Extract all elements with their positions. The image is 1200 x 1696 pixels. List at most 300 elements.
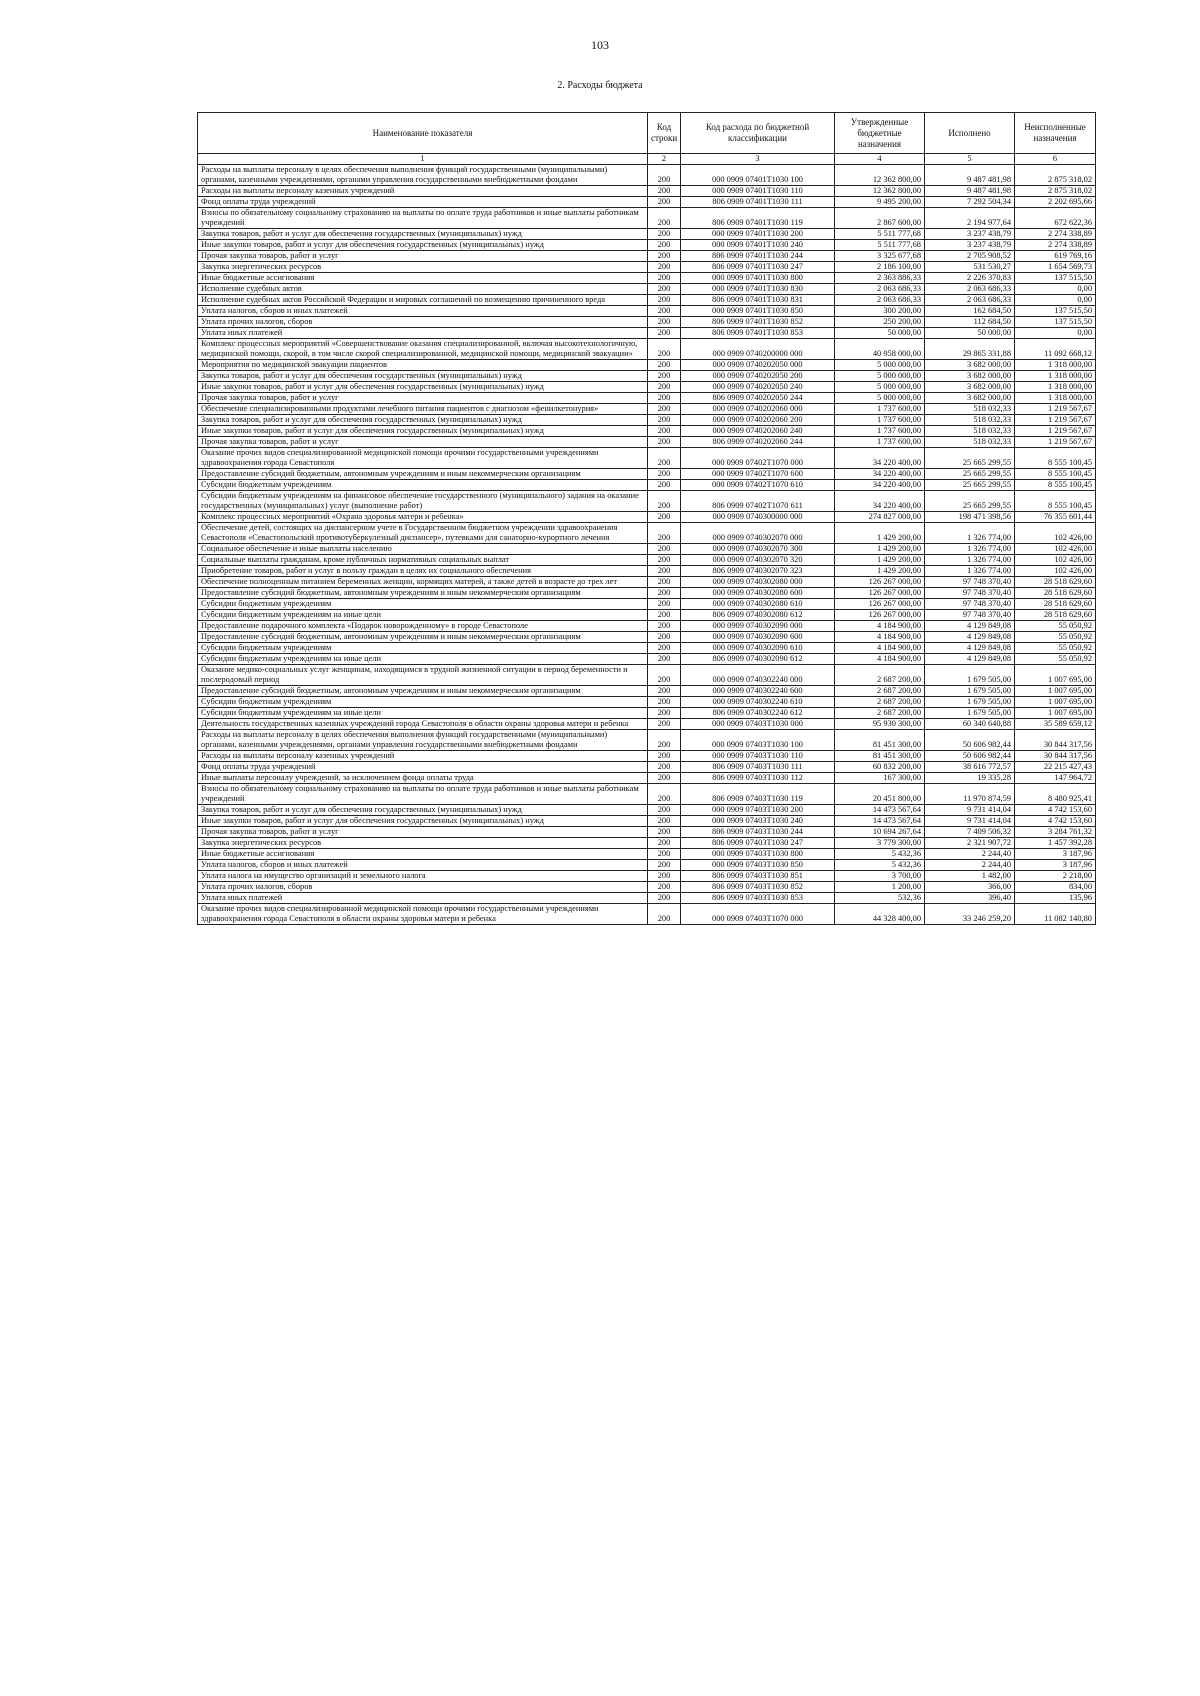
approved-amount-cell: 2 687 200,00 [835, 686, 925, 697]
indicator-name-cell: Социальное обеспечение и иные выплаты населению [198, 544, 648, 555]
indicator-name-cell: Иные бюджетные ассигнования [198, 849, 648, 860]
unexecuted-amount-cell: 1 219 567,67 [1015, 415, 1096, 426]
indicator-name-cell: Оказание медико-социальных услуг женщинам, находящимся в трудной жизненной ситуации в период беременности и послеродовый период [198, 665, 648, 686]
line-code-cell: 200 [648, 469, 681, 480]
indicator-name-cell: Субсидии бюджетным учреждениям на иные цели [198, 708, 648, 719]
unexecuted-amount-cell: 22 215 427,43 [1015, 762, 1096, 773]
executed-amount-cell: 9 731 414,04 [925, 805, 1015, 816]
indicator-name-cell: Уплата налогов, сборов и иных платежей [198, 860, 648, 871]
executed-amount-cell: 25 665 299,55 [925, 491, 1015, 512]
unexecuted-amount-cell: 1 007 695,00 [1015, 686, 1096, 697]
executed-amount-cell: 50 000,00 [925, 328, 1015, 339]
header-classification-code: Код расхода по бюджетной классификации [681, 113, 835, 154]
indicator-name-cell: Фонд оплаты труда учреждений [198, 197, 648, 208]
line-code-cell: 200 [648, 426, 681, 437]
classification-code-cell: 000 0909 07403Т1030 200 [681, 805, 835, 816]
table-row [198, 632, 1096, 643]
header-unexecuted: Неисполненные назначения [1015, 113, 1096, 154]
indicator-name-cell: Прочая закупка товаров, работ и услуг [198, 251, 648, 262]
unexecuted-amount-cell: 0,00 [1015, 284, 1096, 295]
unexecuted-amount-cell: 3 187,96 [1015, 860, 1096, 871]
line-code-cell: 200 [648, 382, 681, 393]
classification-code-cell: 000 0909 0740202050 240 [681, 382, 835, 393]
executed-amount-cell: 29 865 331,88 [925, 339, 1015, 360]
unexecuted-amount-cell: 0,00 [1015, 328, 1096, 339]
indicator-name-cell: Уплата иных платежей [198, 328, 648, 339]
indicator-name-cell: Оказание прочих видов специализированной медицинской помощи прочими государственными учреждениями здравоохранения города Севастополя в области охраны здоровья матери и ребенка [198, 904, 648, 925]
table-row [198, 512, 1096, 523]
table-row [198, 469, 1096, 480]
executed-amount-cell: 198 471 398,56 [925, 512, 1015, 523]
unexecuted-amount-cell: 28 518 629,60 [1015, 577, 1096, 588]
unexecuted-amount-cell: 30 844 317,56 [1015, 751, 1096, 762]
approved-amount-cell: 9 495 200,00 [835, 197, 925, 208]
approved-amount-cell: 126 267 000,00 [835, 588, 925, 599]
unexecuted-amount-cell: 2 202 695,66 [1015, 197, 1096, 208]
indicator-name-cell: Обеспечение детей, состоящих на диспансерном учете в Государственном бюджетном учреждении здравоохранения Севастополя «Севастопольский противотуберкулезный диспансер», путевками для санаторно-курортного лечения [198, 523, 648, 544]
unexecuted-amount-cell: 76 355 601,44 [1015, 512, 1096, 523]
table-row [198, 697, 1096, 708]
executed-amount-cell: 50 606 982,44 [925, 751, 1015, 762]
table-row [198, 730, 1096, 751]
line-code-cell: 200 [648, 686, 681, 697]
indicator-name-cell: Взносы по обязательному социальному страхованию на выплаты по оплате труда работников и иные выплаты работникам учреждений [198, 784, 648, 805]
executed-amount-cell: 7 292 504,34 [925, 197, 1015, 208]
unexecuted-amount-cell: 1 007 695,00 [1015, 708, 1096, 719]
executed-amount-cell: 112 684,50 [925, 317, 1015, 328]
line-code-cell: 200 [648, 240, 681, 251]
approved-amount-cell: 5 511 777,68 [835, 229, 925, 240]
approved-amount-cell: 2 687 200,00 [835, 697, 925, 708]
classification-code-cell: 000 0909 0740202050 000 [681, 360, 835, 371]
table-header-row [198, 113, 1096, 154]
classification-code-cell: 000 0909 0740302240 600 [681, 686, 835, 697]
table-row [198, 382, 1096, 393]
classification-code-cell: 806 0909 0740302240 612 [681, 708, 835, 719]
classification-code-cell: 000 0909 0740302080 600 [681, 588, 835, 599]
table-row [198, 827, 1096, 838]
executed-amount-cell: 25 665 299,55 [925, 480, 1015, 491]
line-code-cell: 200 [648, 762, 681, 773]
unexecuted-amount-cell: 3 284 761,32 [1015, 827, 1096, 838]
approved-amount-cell: 167 300,00 [835, 773, 925, 784]
line-code-cell: 200 [648, 480, 681, 491]
approved-amount-cell: 3 779 300,00 [835, 838, 925, 849]
table-row [198, 371, 1096, 382]
unexecuted-amount-cell: 102 426,00 [1015, 566, 1096, 577]
table-row [198, 762, 1096, 773]
line-code-cell: 200 [648, 555, 681, 566]
executed-amount-cell: 97 748 370,40 [925, 588, 1015, 599]
unexecuted-amount-cell: 1 457 392,28 [1015, 838, 1096, 849]
executed-amount-cell: 3 682 000,00 [925, 371, 1015, 382]
classification-code-cell: 000 0909 0740302240 610 [681, 697, 835, 708]
approved-amount-cell: 2 687 200,00 [835, 708, 925, 719]
line-code-cell: 200 [648, 860, 681, 871]
approved-amount-cell: 1 429 200,00 [835, 523, 925, 544]
unexecuted-amount-cell: 147 964,72 [1015, 773, 1096, 784]
approved-amount-cell: 300 200,00 [835, 306, 925, 317]
executed-amount-cell: 3 237 438,79 [925, 229, 1015, 240]
executed-amount-cell: 518 032,33 [925, 404, 1015, 415]
executed-amount-cell: 97 748 370,40 [925, 610, 1015, 621]
line-code-cell: 200 [648, 838, 681, 849]
line-code-cell: 200 [648, 643, 681, 654]
classification-code-cell: 000 0909 0740202050 200 [681, 371, 835, 382]
executed-amount-cell: 518 032,33 [925, 437, 1015, 448]
table-row [198, 186, 1096, 197]
table-row [198, 328, 1096, 339]
indicator-name-cell: Взносы по обязательному социальному страхованию на выплаты по оплате труда работников и иные выплаты работникам учреждений [198, 208, 648, 229]
table-row [198, 393, 1096, 404]
table-row [198, 838, 1096, 849]
unexecuted-amount-cell: 1 007 695,00 [1015, 697, 1096, 708]
classification-code-cell: 806 0909 0740302070 323 [681, 566, 835, 577]
indicator-name-cell: Уплата прочих налогов, сборов [198, 317, 648, 328]
table-row [198, 621, 1096, 632]
approved-amount-cell: 1 737 600,00 [835, 415, 925, 426]
executed-amount-cell: 9 731 414,04 [925, 816, 1015, 827]
line-code-cell: 200 [648, 415, 681, 426]
indicator-name-cell: Уплата налогов, сборов и иных платежей [198, 306, 648, 317]
line-code-cell: 200 [648, 491, 681, 512]
classification-code-cell: 806 0909 07403Т1030 111 [681, 762, 835, 773]
indicator-name-cell: Иные бюджетные ассигнования [198, 273, 648, 284]
table-row [198, 686, 1096, 697]
executed-amount-cell: 2 705 908,52 [925, 251, 1015, 262]
approved-amount-cell: 1 737 600,00 [835, 437, 925, 448]
classification-code-cell: 000 0909 07401Т1030 200 [681, 229, 835, 240]
table-row [198, 708, 1096, 719]
table-row [198, 577, 1096, 588]
unexecuted-amount-cell: 135,96 [1015, 893, 1096, 904]
line-code-cell: 200 [648, 262, 681, 273]
indicator-name-cell: Субсидии бюджетным учреждениям на финансовое обеспечение государственного (муниципального) задания на оказание государственных (муниципальных) услуг (выполнение работ) [198, 491, 648, 512]
unexecuted-amount-cell: 8 555 100,45 [1015, 491, 1096, 512]
indicator-name-cell: Уплата прочих налогов, сборов [198, 882, 648, 893]
line-code-cell: 200 [648, 893, 681, 904]
classification-code-cell: 806 0909 07403Т1030 853 [681, 893, 835, 904]
executed-amount-cell: 1 679 505,00 [925, 665, 1015, 686]
header-approved: Утвержденные бюджетные назначения [835, 113, 925, 154]
line-code-cell: 200 [648, 577, 681, 588]
executed-amount-cell: 3 237 438,79 [925, 240, 1015, 251]
header-executed: Исполнено [925, 113, 1015, 154]
unexecuted-amount-cell: 834,00 [1015, 882, 1096, 893]
approved-amount-cell: 2 363 886,33 [835, 273, 925, 284]
executed-amount-cell: 4 129 849,08 [925, 621, 1015, 632]
executed-amount-cell: 1 326 774,00 [925, 555, 1015, 566]
indicator-name-cell: Обеспечение полноценным питанием беременных женщин, кормящих матерей, а также детей в возрасте до трех лет [198, 577, 648, 588]
line-code-cell: 200 [648, 437, 681, 448]
table-row [198, 339, 1096, 360]
column-number-row [198, 154, 1096, 165]
table-row [198, 437, 1096, 448]
table-row [198, 208, 1096, 229]
classification-code-cell: 000 0909 07401Т1030 240 [681, 240, 835, 251]
table-row [198, 588, 1096, 599]
unexecuted-amount-cell: 1 318 000,00 [1015, 393, 1096, 404]
indicator-name-cell: Субсидии бюджетным учреждениям на иные цели [198, 654, 648, 665]
approved-amount-cell: 2 867 600,00 [835, 208, 925, 229]
classification-code-cell: 806 0909 07401Т1030 111 [681, 197, 835, 208]
indicator-name-cell: Субсидии бюджетным учреждениям на иные цели [198, 610, 648, 621]
table-row [198, 544, 1096, 555]
line-code-cell: 200 [648, 784, 681, 805]
unexecuted-amount-cell: 1 318 000,00 [1015, 371, 1096, 382]
unexecuted-amount-cell: 8 555 100,45 [1015, 448, 1096, 469]
column-number: 1 [198, 154, 648, 165]
executed-amount-cell: 4 129 849,08 [925, 654, 1015, 665]
approved-amount-cell: 126 267 000,00 [835, 610, 925, 621]
indicator-name-cell: Уплата налога на имущество организаций и земельного налога [198, 871, 648, 882]
table-row [198, 860, 1096, 871]
indicator-name-cell: Закупка энергетических ресурсов [198, 838, 648, 849]
indicator-name-cell: Закупка товаров, работ и услуг для обеспечения государственных (муниципальных) нужд [198, 229, 648, 240]
indicator-name-cell: Субсидии бюджетным учреждениям [198, 599, 648, 610]
approved-amount-cell: 1 737 600,00 [835, 426, 925, 437]
table-row [198, 566, 1096, 577]
approved-amount-cell: 20 451 800,00 [835, 784, 925, 805]
line-code-cell: 200 [648, 665, 681, 686]
indicator-name-cell: Предоставление подарочного комплекта «Подарок новорожденному» в городе Севастополе [198, 621, 648, 632]
table-row [198, 491, 1096, 512]
line-code-cell: 200 [648, 654, 681, 665]
unexecuted-amount-cell: 35 589 659,12 [1015, 719, 1096, 730]
unexecuted-amount-cell: 2 274 338,89 [1015, 240, 1096, 251]
table-row [198, 426, 1096, 437]
executed-amount-cell: 33 246 259,20 [925, 904, 1015, 925]
classification-code-cell: 806 0909 0740302080 612 [681, 610, 835, 621]
approved-amount-cell: 5 000 000,00 [835, 360, 925, 371]
classification-code-cell: 000 0909 0740302070 300 [681, 544, 835, 555]
executed-amount-cell: 2 194 977,64 [925, 208, 1015, 229]
classification-code-cell: 806 0909 07401Т1030 853 [681, 328, 835, 339]
classification-code-cell: 806 0909 07402Т1070 611 [681, 491, 835, 512]
line-code-cell: 200 [648, 208, 681, 229]
table-row [198, 599, 1096, 610]
unexecuted-amount-cell: 4 742 153,60 [1015, 816, 1096, 827]
indicator-name-cell: Оказание прочих видов специализированной медицинской помощи прочими государственными учреждениями здравоохранения города Севастополя [198, 448, 648, 469]
approved-amount-cell: 532,36 [835, 893, 925, 904]
executed-amount-cell: 2 321 907,72 [925, 838, 1015, 849]
classification-code-cell: 000 0909 07401Т1030 830 [681, 284, 835, 295]
approved-amount-cell: 2 063 686,33 [835, 284, 925, 295]
classification-code-cell: 000 0909 07403Т1030 110 [681, 751, 835, 762]
indicator-name-cell: Иные выплаты персоналу учреждений, за исключением фонда оплаты труда [198, 773, 648, 784]
classification-code-cell: 806 0909 07403Т1030 851 [681, 871, 835, 882]
line-code-cell: 200 [648, 544, 681, 555]
approved-amount-cell: 1 429 200,00 [835, 555, 925, 566]
unexecuted-amount-cell: 102 426,00 [1015, 544, 1096, 555]
approved-amount-cell: 274 827 000,00 [835, 512, 925, 523]
indicator-name-cell: Закупка товаров, работ и услуг для обеспечения государственных (муниципальных) нужд [198, 415, 648, 426]
indicator-name-cell: Иные закупки товаров, работ и услуг для обеспечения государственных (муниципальных) нужд [198, 816, 648, 827]
executed-amount-cell: 1 326 774,00 [925, 544, 1015, 555]
classification-code-cell: 000 0909 0740302080 610 [681, 599, 835, 610]
approved-amount-cell: 44 328 400,00 [835, 904, 925, 925]
approved-amount-cell: 81 451 300,00 [835, 751, 925, 762]
approved-amount-cell: 2 186 100,00 [835, 262, 925, 273]
approved-amount-cell: 34 220 400,00 [835, 448, 925, 469]
approved-amount-cell: 12 362 800,00 [835, 165, 925, 186]
approved-amount-cell: 81 451 300,00 [835, 730, 925, 751]
indicator-name-cell: Закупка товаров, работ и услуг для обеспечения государственных (муниципальных) нужд [198, 805, 648, 816]
line-code-cell: 200 [648, 816, 681, 827]
table-row [198, 404, 1096, 415]
approved-amount-cell: 3 325 677,68 [835, 251, 925, 262]
unexecuted-amount-cell: 1 318 000,00 [1015, 360, 1096, 371]
table-row [198, 893, 1096, 904]
classification-code-cell: 000 0909 07403Т1030 000 [681, 719, 835, 730]
indicator-name-cell: Комплекс процессных мероприятий «Совершенствование оказания специализированной, включая высокотехнологичную, медицинской помощи, скорой, в том числе скорой специализированной, медицинской помощи, медицинской эвакуации» [198, 339, 648, 360]
classification-code-cell: 806 0909 07403Т1030 112 [681, 773, 835, 784]
approved-amount-cell: 5 000 000,00 [835, 382, 925, 393]
indicator-name-cell: Предоставление субсидий бюджетным, автономным учреждениям и иным некоммерческим организациям [198, 469, 648, 480]
unexecuted-amount-cell: 0,00 [1015, 295, 1096, 306]
indicator-name-cell: Мероприятия по медицинской эвакуации пациентов [198, 360, 648, 371]
executed-amount-cell: 97 748 370,40 [925, 577, 1015, 588]
approved-amount-cell: 2 687 200,00 [835, 665, 925, 686]
column-number: 4 [835, 154, 925, 165]
indicator-name-cell: Расходы на выплаты персоналу казенных учреждений [198, 186, 648, 197]
line-code-cell: 200 [648, 588, 681, 599]
line-code-cell: 200 [648, 730, 681, 751]
unexecuted-amount-cell: 102 426,00 [1015, 523, 1096, 544]
line-code-cell: 200 [648, 871, 681, 882]
executed-amount-cell: 162 684,50 [925, 306, 1015, 317]
classification-code-cell: 000 0909 07403Т1030 240 [681, 816, 835, 827]
table-row [198, 773, 1096, 784]
classification-code-cell: 806 0909 07401Т1030 852 [681, 317, 835, 328]
indicator-name-cell: Фонд оплаты труда учреждений [198, 762, 648, 773]
classification-code-cell: 806 0909 07403Т1030 852 [681, 882, 835, 893]
approved-amount-cell: 5 511 777,68 [835, 240, 925, 251]
classification-code-cell: 806 0909 07401Т1030 244 [681, 251, 835, 262]
table-row [198, 197, 1096, 208]
line-code-cell: 200 [648, 404, 681, 415]
table-row [198, 784, 1096, 805]
unexecuted-amount-cell: 137 515,50 [1015, 273, 1096, 284]
unexecuted-amount-cell: 3 187,96 [1015, 849, 1096, 860]
approved-amount-cell: 14 473 567,64 [835, 805, 925, 816]
executed-amount-cell: 9 487 481,98 [925, 165, 1015, 186]
line-code-cell: 200 [648, 448, 681, 469]
approved-amount-cell: 4 184 900,00 [835, 632, 925, 643]
line-code-cell: 200 [648, 566, 681, 577]
classification-code-cell: 000 0909 0740300000 000 [681, 512, 835, 523]
table-row [198, 360, 1096, 371]
page-number: 103 [591, 38, 609, 52]
header-indicator-name: Наименование показателя [198, 113, 648, 154]
executed-amount-cell: 3 682 000,00 [925, 382, 1015, 393]
table-row [198, 240, 1096, 251]
indicator-name-cell: Социальные выплаты гражданам, кроме публичных нормативных социальных выплат [198, 555, 648, 566]
executed-amount-cell: 25 665 299,55 [925, 469, 1015, 480]
executed-amount-cell: 1 679 505,00 [925, 697, 1015, 708]
table-row [198, 415, 1096, 426]
approved-amount-cell: 1 429 200,00 [835, 544, 925, 555]
line-code-cell: 200 [648, 849, 681, 860]
table-row [198, 317, 1096, 328]
table-row [198, 610, 1096, 621]
line-code-cell: 200 [648, 360, 681, 371]
classification-code-cell: 806 0909 07401Т1030 831 [681, 295, 835, 306]
classification-code-cell: 000 0909 07401Т1030 850 [681, 306, 835, 317]
unexecuted-amount-cell: 55 050,92 [1015, 632, 1096, 643]
unexecuted-amount-cell: 672 622,36 [1015, 208, 1096, 229]
line-code-cell: 200 [648, 610, 681, 621]
unexecuted-amount-cell: 1 219 567,67 [1015, 404, 1096, 415]
approved-amount-cell: 34 220 400,00 [835, 469, 925, 480]
line-code-cell: 200 [648, 393, 681, 404]
approved-amount-cell: 1 737 600,00 [835, 404, 925, 415]
indicator-name-cell: Уплата иных платежей [198, 893, 648, 904]
table-row [198, 448, 1096, 469]
approved-amount-cell: 4 184 900,00 [835, 654, 925, 665]
executed-amount-cell: 1 679 505,00 [925, 686, 1015, 697]
classification-code-cell: 000 0909 07402Т1070 600 [681, 469, 835, 480]
classification-code-cell: 000 0909 0740302070 320 [681, 555, 835, 566]
classification-code-cell: 000 0909 0740302070 000 [681, 523, 835, 544]
line-code-cell: 200 [648, 295, 681, 306]
classification-code-cell: 000 0909 07401Т1030 100 [681, 165, 835, 186]
classification-code-cell: 806 0909 07403Т1030 119 [681, 784, 835, 805]
line-code-cell: 200 [648, 186, 681, 197]
executed-amount-cell: 518 032,33 [925, 426, 1015, 437]
approved-amount-cell: 34 220 400,00 [835, 491, 925, 512]
classification-code-cell: 000 0909 0740202060 200 [681, 415, 835, 426]
table-row [198, 719, 1096, 730]
indicator-name-cell: Прочая закупка товаров, работ и услуг [198, 827, 648, 838]
classification-code-cell: 806 0909 0740202050 244 [681, 393, 835, 404]
indicator-name-cell: Иные закупки товаров, работ и услуг для обеспечения государственных (муниципальных) нужд [198, 426, 648, 437]
unexecuted-amount-cell: 1 318 000,00 [1015, 382, 1096, 393]
executed-amount-cell: 50 606 982,44 [925, 730, 1015, 751]
table-row [198, 871, 1096, 882]
table-row [198, 643, 1096, 654]
unexecuted-amount-cell: 1 654 569,73 [1015, 262, 1096, 273]
unexecuted-amount-cell: 55 050,92 [1015, 621, 1096, 632]
budget-expenses-table [197, 112, 1096, 925]
classification-code-cell: 806 0909 0740302090 612 [681, 654, 835, 665]
indicator-name-cell: Расходы на выплаты персоналу в целях обеспечения выполнения функций государственными (муниципальными) органами, казенными учреждениями, органами управления государственными внебюджетными фондами [198, 165, 648, 186]
table-row [198, 555, 1096, 566]
approved-amount-cell: 3 700,00 [835, 871, 925, 882]
unexecuted-amount-cell: 4 742 153,60 [1015, 805, 1096, 816]
unexecuted-amount-cell: 2 274 338,89 [1015, 229, 1096, 240]
classification-code-cell: 000 0909 07402Т1070 000 [681, 448, 835, 469]
table-row [198, 805, 1096, 816]
approved-amount-cell: 60 832 200,00 [835, 762, 925, 773]
executed-amount-cell: 4 129 849,08 [925, 632, 1015, 643]
approved-amount-cell: 1 429 200,00 [835, 566, 925, 577]
line-code-cell: 200 [648, 523, 681, 544]
indicator-name-cell: Закупка товаров, работ и услуг для обеспечения государственных (муниципальных) нужд [198, 371, 648, 382]
line-code-cell: 200 [648, 708, 681, 719]
line-code-cell: 200 [648, 697, 681, 708]
table-row [198, 284, 1096, 295]
classification-code-cell: 806 0909 07401Т1030 119 [681, 208, 835, 229]
indicator-name-cell: Прочая закупка товаров, работ и услуг [198, 393, 648, 404]
classification-code-cell: 000 0909 07401Т1030 800 [681, 273, 835, 284]
line-code-cell: 200 [648, 317, 681, 328]
classification-code-cell: 000 0909 0740200000 000 [681, 339, 835, 360]
line-code-cell: 200 [648, 273, 681, 284]
unexecuted-amount-cell: 30 844 317,56 [1015, 730, 1096, 751]
table-row [198, 904, 1096, 925]
approved-amount-cell: 50 000,00 [835, 328, 925, 339]
